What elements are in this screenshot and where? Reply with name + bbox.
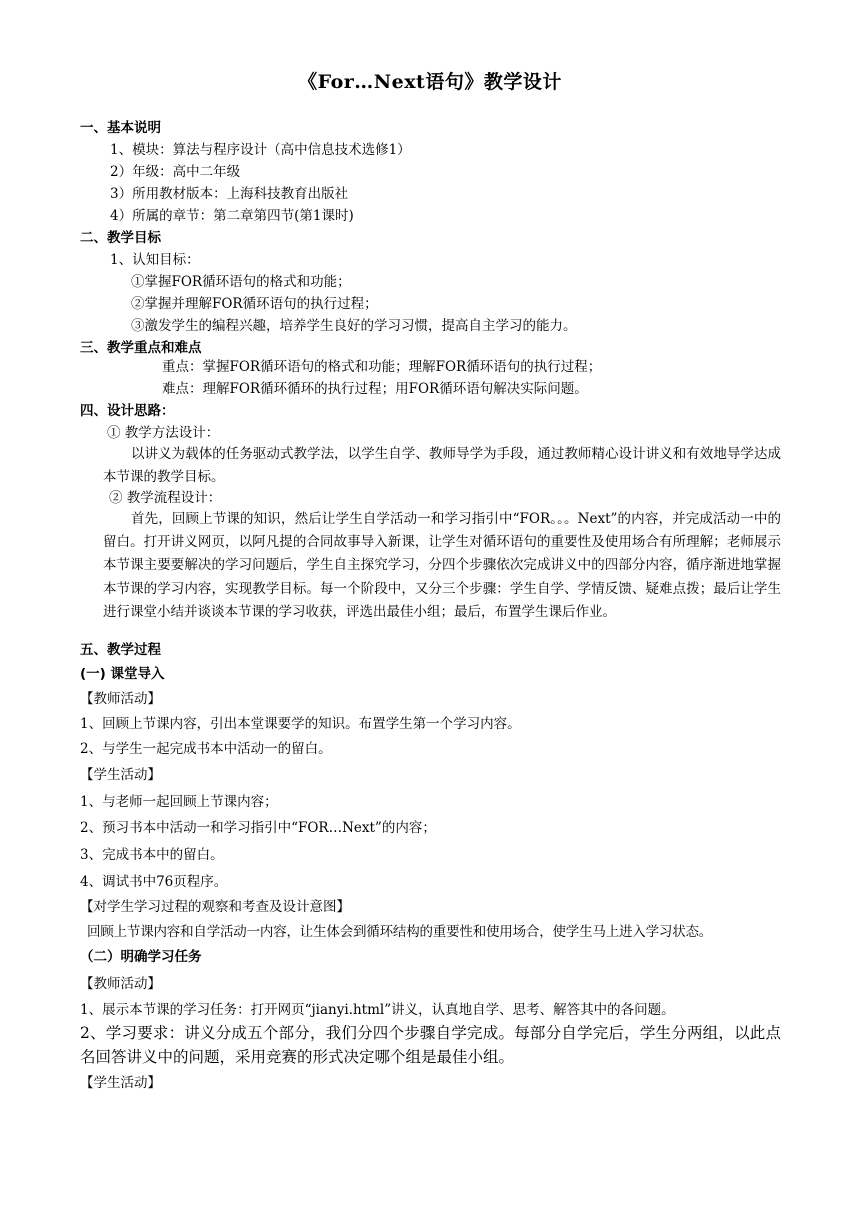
method-design-text: 以讲义为载体的任务驱动式教学法，以学生自学、教师导学为手段，通过教师精心设计讲义和有效地导学达成本节课的教学目标。 [103,446,781,486]
section3-key-point: 重点：掌握FOR循环语句的格式和功能；理解FOR循环语句的执行过程； [162,359,602,375]
method-design-label: ① 教学方法设计： [107,425,220,441]
part1-observe-label: 【对学生学习过程的观察和考查及设计意图】 [80,899,350,915]
section2-sub: 1、认知目标： [110,252,200,268]
part1-teacher-label: 【教师活动】 [80,691,161,707]
section1-heading: 一、基本说明 [80,120,161,136]
part2-teacher-item-2: 2、学习要求：讲义分成五个部分，我们分四个步骤自学完成。每部分自学完后，学生分两组，以此点名回答讲义中的问题，采用竞赛的形式决定哪个组是最佳小组。 [80,1024,781,1066]
process-design-label: ② 教学流程设计： [109,490,222,506]
section1-item-1: 1、模块：算法与程序设计（高中信息技术选修1） [110,142,411,158]
part1-teacher-item-2: 2、与学生一起完成书本中活动一的留白。 [80,741,332,757]
section2-heading: 二、教学目标 [80,230,161,246]
section2-item-1: ①掌握FOR循环语句的格式和功能； [131,274,351,290]
section3-difficulty: 难点：理解FOR循环循环的执行过程；用FOR循环语句解决实际问题。 [162,381,588,397]
part1-observe-text: 回顾上节课内容和自学活动一内容，让生体会到循环结构的重要性和使用场合，使学生马上进入学习状态。 [87,924,713,940]
section5-heading: 五、教学过程 [80,642,161,658]
section1-item-2: 2）年级：高中二年级 [110,164,241,180]
part1-student-item-4: 4、调试书中76页程序。 [80,874,228,890]
part1-student-label: 【学生活动】 [80,767,161,783]
section3-heading: 三、教学重点和难点 [80,340,202,356]
part1-teacher-item-1: 1、回顾上节课内容，引出本堂课要学的知识。布置学生第一个学习内容。 [80,716,521,732]
part2-teacher-label: 【教师活动】 [80,976,161,992]
section2-item-3: ③激发学生的编程兴趣，培养学生良好的学习习惯，提高自主学习的能力。 [131,318,577,334]
section1-item-3: 3）所用教材版本：上海科技教育出版社 [110,186,349,202]
part1-student-item-1: 1、与老师一起回顾上节课内容； [80,794,278,810]
part2-student-label: 【学生活动】 [80,1075,161,1091]
part1-student-item-2: 2、预习书本中活动一和学习指引中“FOR…Next”的内容； [80,820,436,836]
part2-heading: （二）明确学习任务 [80,949,202,965]
part1-student-item-3: 3、完成书本中的留白。 [80,847,224,863]
section4-heading: 四、设计思路： [80,403,175,419]
section1-item-4: 4）所属的章节：第二章第四节(第1课时) [110,208,354,224]
document-title: 《For…Next语句》教学设计 [298,71,562,93]
part1-heading: (一) 课堂导入 [80,666,165,682]
process-design-text: 首先，回顾上节课的知识，然后让学生自学活动一和学习指引中“FOR。。。Next”的内容，并完成活动一中的留白。打开讲义网页，以阿凡提的合同故事导入新课，让学生对循环语句的重要性及使用场合有所理解；老师展示本节课主要要解决的学习问题后，学生自主探究学习，分四个步骤依次完成讲义中的四部分内容，循序渐进地掌握本节课的学习内容，实现教学目标。每一个阶段中，又分三个步骤：学生自学、学情反馈、疑难点拨；最后让学生进行课堂小结并谈谈本节课的学习收获，评选出最佳小组；最后，布置学生课后作业。 [103,511,781,620]
section2-item-2: ②掌握并理解FOR循环语句的执行过程； [131,296,378,312]
part2-teacher-item-1: 1、展示本节课的学习任务：打开网页“jianyi.html”讲义，认真地自学、思考、解答其中的各问题。 [80,1002,675,1018]
